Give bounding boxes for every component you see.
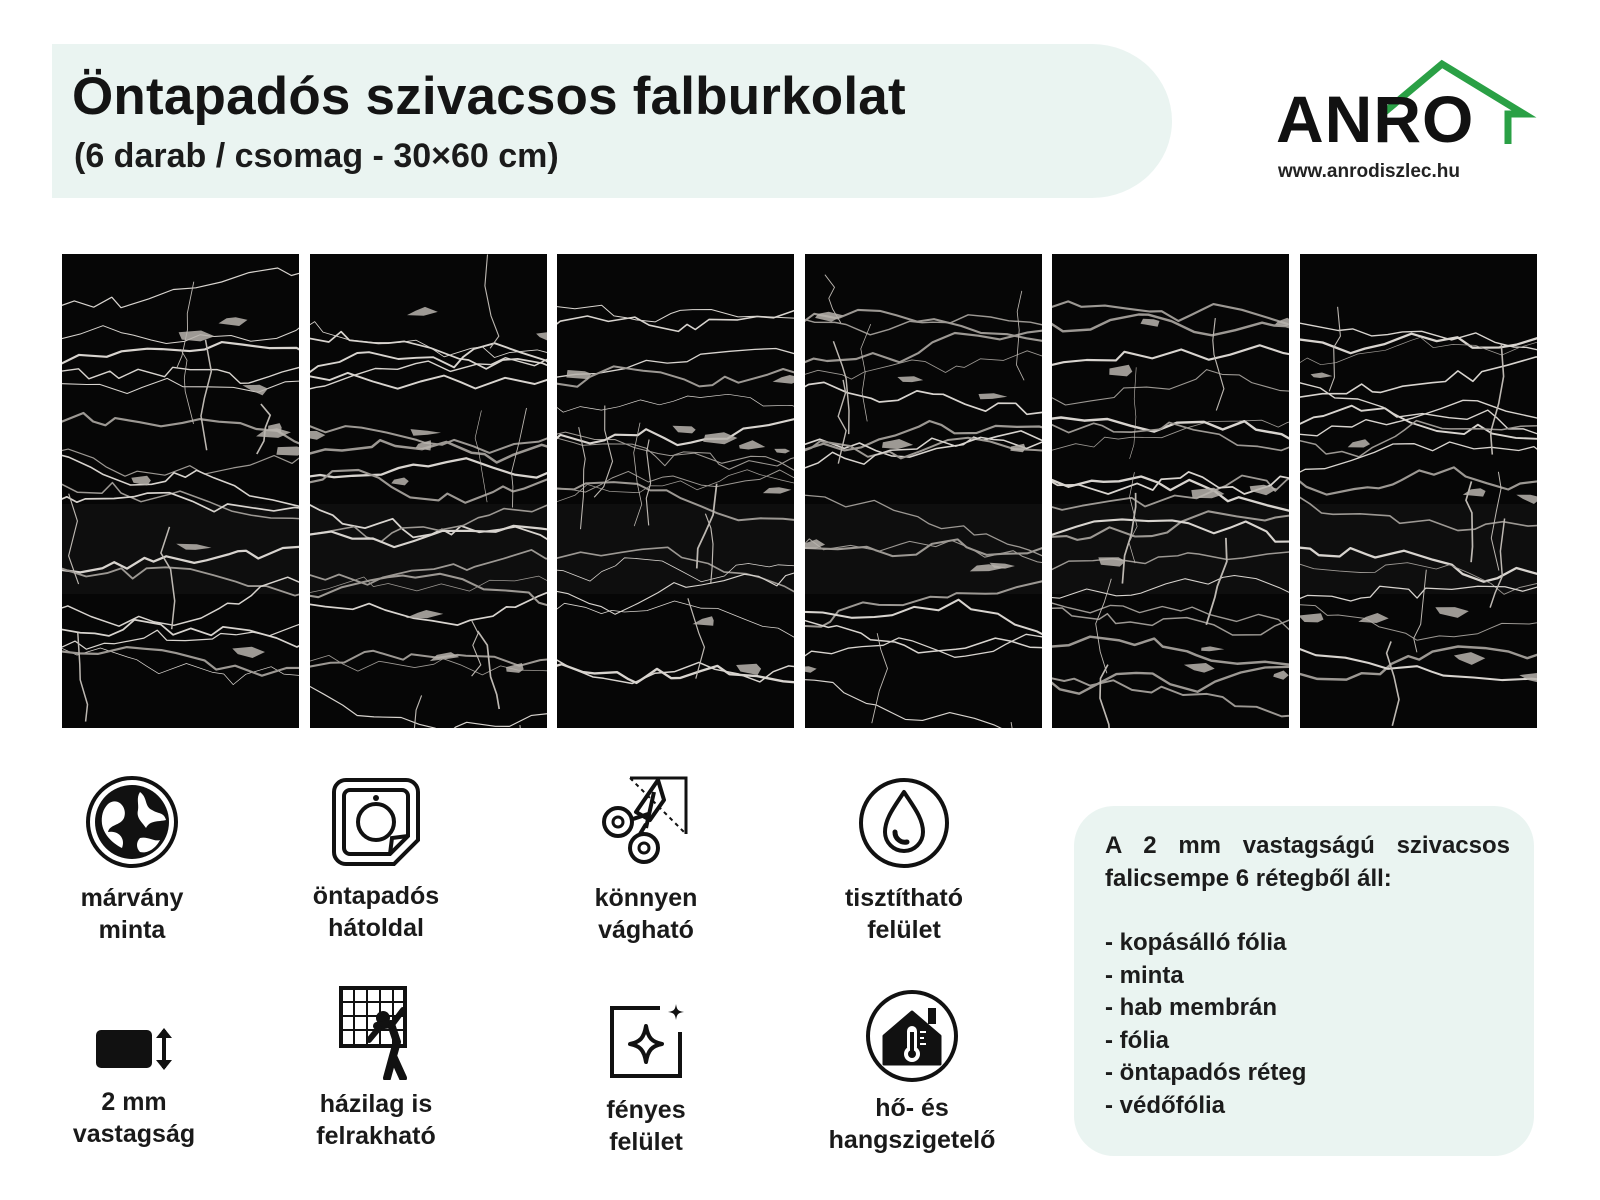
marble-panel	[1300, 254, 1537, 728]
marble-fleck	[979, 393, 1008, 399]
marble-fleck	[736, 664, 761, 675]
house-thermometer-icon	[864, 988, 960, 1084]
marble-panel	[557, 254, 794, 728]
marble-fleck	[693, 616, 714, 625]
marble-vein	[805, 679, 1042, 728]
marble-fleck	[1519, 673, 1537, 683]
shine-sparkle-icon	[604, 1002, 688, 1082]
marble-pattern	[1052, 254, 1289, 728]
marble-vein	[557, 470, 794, 492]
marble-fleck	[1250, 485, 1278, 495]
marble-pattern	[310, 254, 547, 728]
marble-crack	[1387, 641, 1399, 725]
layer-info	[1105, 830, 1510, 1122]
marble-fleck	[536, 332, 547, 343]
marble-vein	[1300, 467, 1537, 494]
marble-fleck	[391, 478, 409, 486]
marble-pattern	[1300, 254, 1537, 728]
marble-fleck	[739, 440, 765, 449]
scissors-icon	[596, 774, 696, 870]
marble-crack	[485, 255, 499, 349]
feature-insulating	[812, 988, 1012, 1156]
person-mounting-panel-icon	[335, 984, 417, 1080]
marble-crack	[475, 410, 487, 502]
feature-marble-pattern	[32, 774, 232, 946]
marble-vein	[557, 310, 794, 332]
marble-vein	[1052, 418, 1289, 446]
feature-label: öntapadós hátoldal	[312, 882, 440, 942]
marble-crack	[1130, 367, 1137, 459]
marble-fleck	[1311, 373, 1333, 379]
marble-vein	[62, 366, 299, 383]
logo-wordmark: ANRO	[1276, 82, 1475, 156]
marble-pattern	[805, 254, 1042, 728]
marble-vein	[1052, 345, 1289, 366]
marble-fleck	[232, 647, 265, 658]
feature-label: fényes felület	[606, 1096, 686, 1156]
marble-fleck	[1141, 319, 1160, 327]
marble-vein	[557, 394, 794, 416]
marble-fleck	[1273, 671, 1289, 680]
marble-crack	[1100, 665, 1110, 728]
marble-fleck	[179, 331, 215, 342]
marble-crack	[478, 631, 500, 709]
marble-vein	[1300, 605, 1537, 641]
marble-fleck	[1201, 646, 1224, 651]
marble-vein	[62, 342, 299, 366]
feature-label: hő- és hangszigetelő	[828, 1094, 996, 1154]
marble-crack	[177, 282, 194, 369]
marble-pattern	[62, 254, 299, 728]
feature-glossy	[546, 1002, 746, 1158]
marble-vein	[62, 268, 299, 308]
marble-vein	[310, 322, 547, 358]
marble-vein	[805, 600, 1042, 637]
marble-vein	[557, 601, 794, 639]
page-subtitle: (6 darab / csomag - 30×60 cm)	[74, 137, 559, 175]
marble-crack	[512, 408, 527, 508]
marble-fleck	[763, 487, 792, 493]
marble-crack	[1491, 344, 1504, 455]
layer-intro: A 2 mm vastagságú szivacsos falicsempe 6 rétegből áll:	[1105, 832, 1510, 892]
marble-vein	[557, 432, 794, 482]
marble-fleck	[773, 375, 794, 384]
layer-list	[1105, 927, 1510, 1122]
marble-fleck	[1184, 663, 1215, 673]
layer-item: - védőfólia	[1105, 1091, 1226, 1119]
marble-fleck	[1109, 365, 1132, 377]
marble-fleck	[219, 317, 248, 326]
feature-label: házilag is felrakható	[316, 1090, 436, 1150]
feature-washable	[804, 776, 1004, 946]
marble-crack	[520, 725, 532, 728]
marble-shade	[1052, 504, 1289, 594]
feature-label: tisztítható felület	[844, 884, 964, 944]
page-title: Öntapadós szivacsos falburkolat	[72, 67, 906, 126]
layer-item: - minta	[1105, 961, 1184, 989]
marble-vein	[1300, 647, 1537, 680]
peel-sticker-icon	[328, 774, 424, 870]
marble-vein	[310, 589, 547, 625]
marble-shade	[1300, 504, 1537, 594]
marble-vein	[1300, 400, 1537, 436]
marble-panel	[62, 254, 299, 728]
feature-easy-cut	[546, 774, 746, 946]
marble-panel	[805, 254, 1042, 728]
marble-fleck	[405, 610, 443, 618]
marble-fleck	[805, 666, 817, 673]
marble-crack	[688, 598, 705, 678]
marble-globe-icon	[84, 774, 180, 870]
marble-fleck	[897, 376, 923, 382]
marble-fleck	[1010, 444, 1025, 452]
marble-fleck	[411, 429, 442, 436]
marble-panels	[62, 254, 1538, 728]
marble-fleck	[1454, 652, 1485, 665]
marble-vein	[557, 470, 794, 504]
layer-item: - fólia	[1105, 1026, 1169, 1054]
marble-fleck	[703, 432, 737, 444]
layer-item: - kopásálló fólia	[1105, 929, 1287, 956]
water-drop-icon	[857, 776, 951, 870]
thickness-icon	[94, 1024, 174, 1072]
feature-diy	[276, 984, 476, 1152]
marble-vein	[1052, 370, 1289, 405]
marble-fleck	[407, 307, 438, 316]
marble-crack	[472, 621, 481, 676]
marble-vein	[805, 634, 1042, 659]
marble-fleck	[1300, 613, 1324, 622]
marble-fleck	[1435, 607, 1469, 618]
marble-vein	[1052, 637, 1289, 666]
marble-pattern	[557, 254, 794, 728]
marble-fleck	[131, 476, 151, 486]
marble-vein	[557, 305, 794, 322]
marble-vein	[805, 351, 1042, 379]
marble-vein	[557, 349, 794, 378]
feature-label: márvány minta	[80, 884, 184, 944]
marble-vein	[310, 684, 547, 728]
marble-vein	[557, 437, 794, 470]
marble-vein	[1052, 602, 1289, 630]
feature-self-adhesive	[276, 774, 476, 944]
marble-shade	[557, 504, 794, 594]
marble-vein	[557, 366, 794, 386]
marble-fleck	[276, 447, 299, 456]
marble-vein	[1300, 643, 1537, 679]
feature-label: 2 mm vastagság	[72, 1088, 196, 1148]
marble-vein	[310, 332, 547, 369]
marble-fleck	[882, 439, 913, 449]
feature-label: könnyen vágható	[594, 884, 698, 944]
marble-fleck	[774, 449, 790, 454]
marble-panel	[310, 254, 547, 728]
marble-fleck	[672, 426, 695, 434]
marble-panel	[1052, 254, 1289, 728]
layer-item: - hab membrán	[1105, 994, 1278, 1021]
layer-item: - öntapadós réteg	[1105, 1059, 1307, 1086]
marble-fleck	[566, 370, 591, 379]
marble-vein	[310, 373, 547, 389]
feature-thickness	[34, 1024, 234, 1150]
brand-logo	[1270, 58, 1540, 188]
marble-vein	[805, 619, 1042, 653]
marble-fleck	[1516, 495, 1537, 504]
marble-fleck	[1348, 439, 1370, 447]
logo-url: www.anrodiszlec.hu	[1278, 161, 1460, 182]
marble-crack	[201, 340, 211, 451]
marble-crack	[1010, 722, 1017, 728]
marble-fleck	[1463, 488, 1486, 496]
